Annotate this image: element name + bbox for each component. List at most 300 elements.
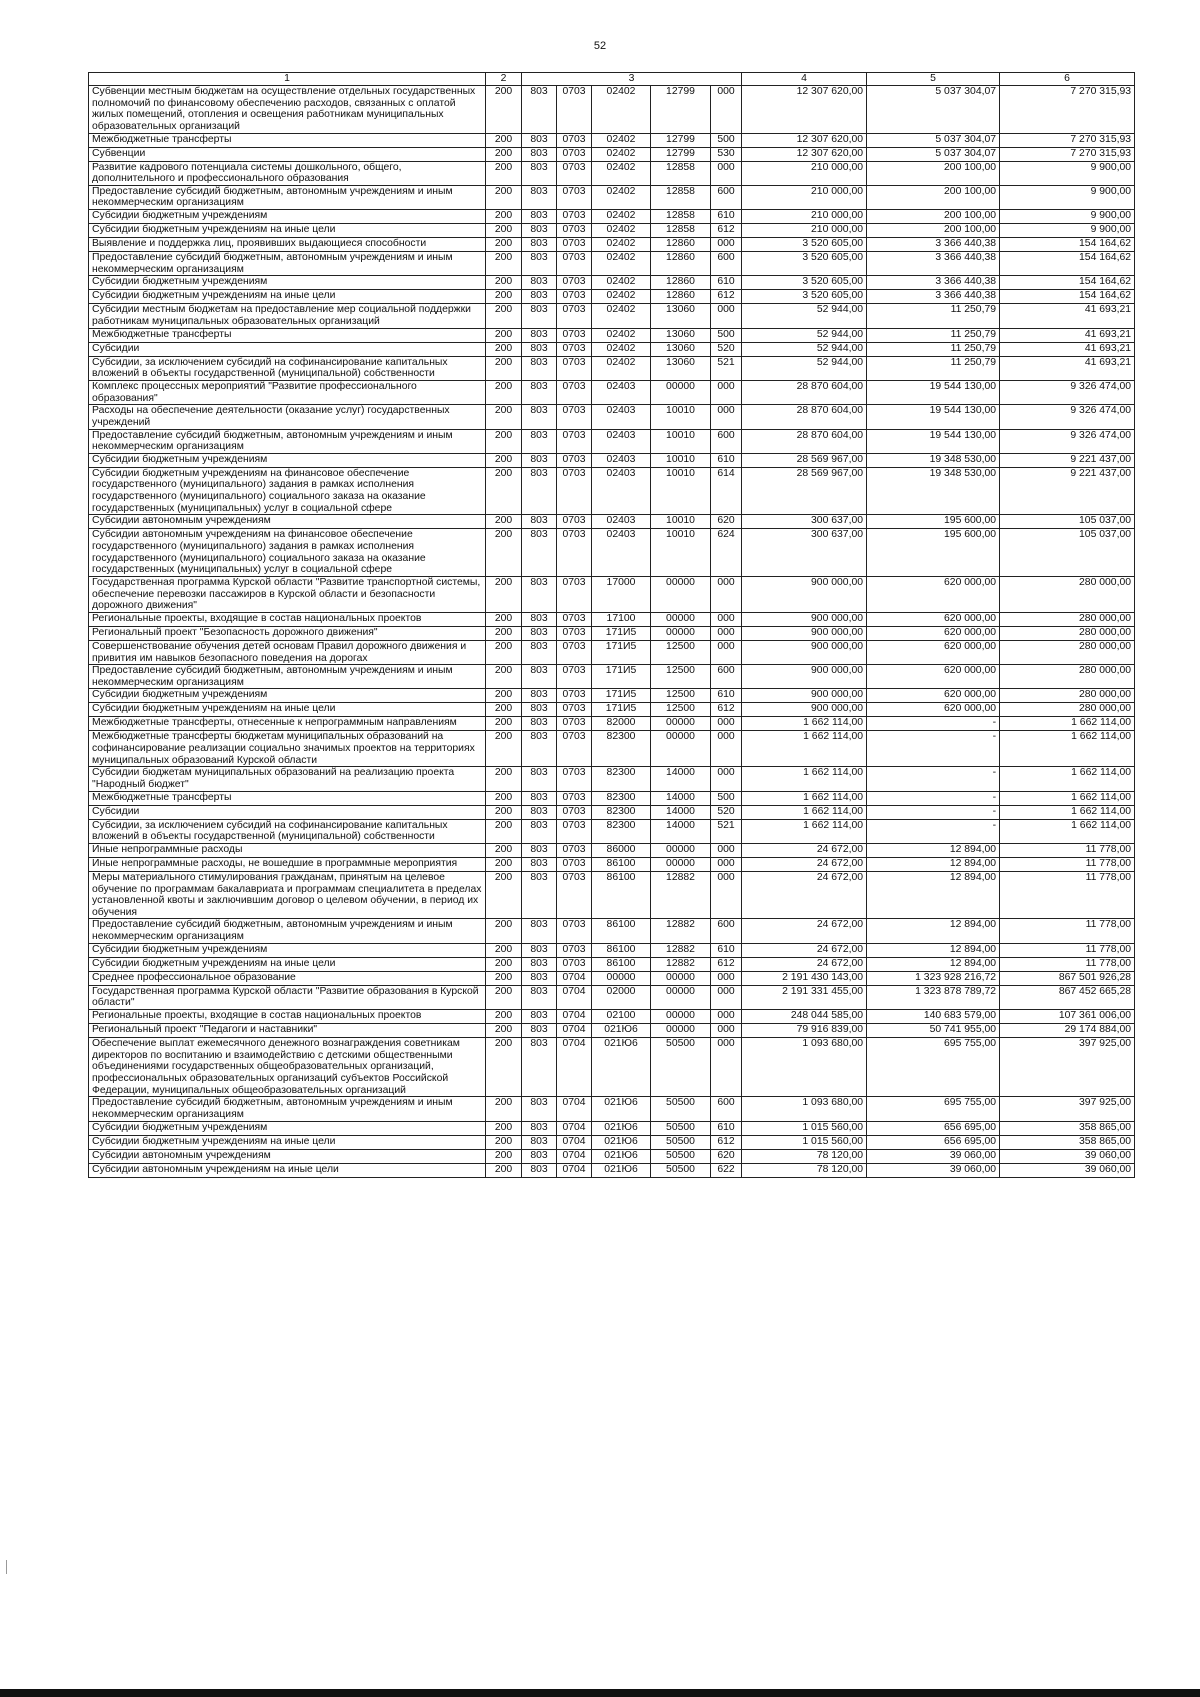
cell-program: 02403 — [592, 453, 651, 467]
cell-section: 0703 — [557, 529, 592, 577]
cell-executed: 19 348 530,00 — [867, 467, 1000, 515]
cell-ministry: 803 — [522, 405, 557, 429]
cell-code: 200 — [486, 857, 522, 871]
cell-description: Субсидии бюджетным учреждениям на иные цели — [89, 957, 486, 971]
header-col-2: 2 — [486, 73, 522, 86]
cell-program: 02402 — [592, 290, 651, 304]
cell-ministry: 803 — [522, 919, 557, 943]
cell-program: 171И5 — [592, 665, 651, 689]
table-row — [89, 342, 1135, 356]
cell-ministry: 803 — [522, 453, 557, 467]
cell-program: 02403 — [592, 405, 651, 429]
cell-executed: 19 544 130,00 — [867, 429, 1000, 453]
cell-remaining: 1 662 114,00 — [1000, 767, 1135, 791]
cell-section: 0703 — [557, 252, 592, 276]
cell-type: 610 — [711, 1121, 742, 1135]
table-row — [89, 1038, 1135, 1097]
header-col-3: 3 — [522, 73, 742, 86]
cell-description: Субсидии, за исключением субсидий на софинансирование капитальных вложений в объекты государственной (муниципальной) собственности — [89, 819, 486, 843]
cell-ministry: 803 — [522, 717, 557, 731]
table-row — [89, 731, 1135, 767]
cell-direction: 12799 — [651, 86, 711, 134]
cell-description: Субсидии бюджетным учреждениям — [89, 276, 486, 290]
cell-program: 82300 — [592, 791, 651, 805]
cell-program: 86100 — [592, 871, 651, 919]
cell-executed: 1 323 878 789,72 — [867, 985, 1000, 1009]
cell-approved: 1 662 114,00 — [742, 731, 867, 767]
cell-type: 000 — [711, 626, 742, 640]
cell-type: 500 — [711, 791, 742, 805]
cell-program: 82300 — [592, 805, 651, 819]
cell-code: 200 — [486, 133, 522, 147]
cell-type: 520 — [711, 342, 742, 356]
cell-program: 02402 — [592, 161, 651, 185]
cell-approved: 900 000,00 — [742, 626, 867, 640]
cell-direction: 12858 — [651, 185, 711, 209]
cell-program: 17000 — [592, 576, 651, 612]
cell-approved: 52 944,00 — [742, 342, 867, 356]
cell-code: 200 — [486, 819, 522, 843]
header-col-4: 4 — [742, 73, 867, 86]
cell-executed: 656 695,00 — [867, 1121, 1000, 1135]
cell-ministry: 803 — [522, 971, 557, 985]
cell-direction: 12799 — [651, 133, 711, 147]
cell-remaining: 1 662 114,00 — [1000, 731, 1135, 767]
cell-code: 200 — [486, 467, 522, 515]
cell-type: 610 — [711, 276, 742, 290]
cell-direction: 12500 — [651, 665, 711, 689]
cell-executed: 656 695,00 — [867, 1135, 1000, 1149]
cell-section: 0704 — [557, 971, 592, 985]
cell-type: 000 — [711, 857, 742, 871]
cell-remaining: 9 221 437,00 — [1000, 453, 1135, 467]
table-row — [89, 971, 1135, 985]
cell-direction: 12858 — [651, 161, 711, 185]
cell-description: Субвенции местным бюджетам на осуществление отдельных государственных полномочий по финансовому обеспечению расходов, связанных с оплатой жилых помещений, отопления и освещения работникам муниципальных образовательных организаций — [89, 86, 486, 134]
cell-program: 02402 — [592, 86, 651, 134]
cell-program: 86000 — [592, 843, 651, 857]
cell-approved: 24 672,00 — [742, 843, 867, 857]
cell-section: 0703 — [557, 640, 592, 664]
cell-direction: 00000 — [651, 1024, 711, 1038]
cell-direction: 50500 — [651, 1121, 711, 1135]
cell-direction: 13060 — [651, 328, 711, 342]
cell-code: 200 — [486, 612, 522, 626]
cell-code: 200 — [486, 252, 522, 276]
cell-executed: 12 894,00 — [867, 843, 1000, 857]
cell-approved: 1 662 114,00 — [742, 805, 867, 819]
scan-bottom-edge — [0, 1689, 1200, 1697]
cell-executed: 3 366 440,38 — [867, 290, 1000, 304]
cell-direction: 14000 — [651, 805, 711, 819]
table-row — [89, 161, 1135, 185]
cell-section: 0704 — [557, 1010, 592, 1024]
cell-program: 02403 — [592, 380, 651, 404]
cell-approved: 78 120,00 — [742, 1149, 867, 1163]
cell-ministry: 803 — [522, 640, 557, 664]
cell-approved: 52 944,00 — [742, 328, 867, 342]
cell-direction: 12860 — [651, 290, 711, 304]
cell-code: 200 — [486, 689, 522, 703]
cell-remaining: 358 865,00 — [1000, 1121, 1135, 1135]
table-row — [89, 717, 1135, 731]
cell-direction: 00000 — [651, 857, 711, 871]
cell-description: Региональные проекты, входящие в состав национальных проектов — [89, 612, 486, 626]
cell-code: 200 — [486, 843, 522, 857]
cell-type: 521 — [711, 356, 742, 380]
cell-ministry: 803 — [522, 819, 557, 843]
cell-approved: 900 000,00 — [742, 612, 867, 626]
cell-approved: 24 672,00 — [742, 943, 867, 957]
cell-ministry: 803 — [522, 689, 557, 703]
table-row — [89, 1010, 1135, 1024]
cell-description: Совершенствование обучения детей основам Правил дорожного движения и привития им навыков безопасного поведения на дорогах — [89, 640, 486, 664]
cell-program: 86100 — [592, 957, 651, 971]
cell-executed: 19 544 130,00 — [867, 380, 1000, 404]
cell-ministry: 803 — [522, 161, 557, 185]
table-row — [89, 857, 1135, 871]
cell-code: 200 — [486, 1163, 522, 1177]
table-row — [89, 819, 1135, 843]
cell-code: 200 — [486, 238, 522, 252]
cell-section: 0703 — [557, 767, 592, 791]
cell-approved: 1 093 680,00 — [742, 1097, 867, 1121]
cell-type: 612 — [711, 224, 742, 238]
cell-code: 200 — [486, 640, 522, 664]
cell-ministry: 803 — [522, 429, 557, 453]
table-row — [89, 380, 1135, 404]
cell-code: 200 — [486, 805, 522, 819]
cell-type: 000 — [711, 1024, 742, 1038]
cell-approved: 1 093 680,00 — [742, 1038, 867, 1097]
cell-section: 0703 — [557, 717, 592, 731]
cell-program: 021Ю6 — [592, 1121, 651, 1135]
cell-approved: 1 662 114,00 — [742, 767, 867, 791]
cell-remaining: 107 361 006,00 — [1000, 1010, 1135, 1024]
cell-direction: 50500 — [651, 1135, 711, 1149]
cell-executed: - — [867, 717, 1000, 731]
cell-remaining: 7 270 315,93 — [1000, 147, 1135, 161]
cell-direction: 00000 — [651, 380, 711, 404]
cell-description: Иные непрограммные расходы, не вошедшие в программные мероприятия — [89, 857, 486, 871]
cell-section: 0703 — [557, 185, 592, 209]
cell-description: Развитие кадрового потенциала системы дошкольного, общего, дополнительного и профессионального образования — [89, 161, 486, 185]
cell-description: Субсидии бюджетным учреждениям — [89, 943, 486, 957]
cell-program: 171И5 — [592, 626, 651, 640]
cell-approved: 1 015 560,00 — [742, 1121, 867, 1135]
cell-remaining: 11 778,00 — [1000, 919, 1135, 943]
cell-type: 000 — [711, 576, 742, 612]
cell-remaining: 39 060,00 — [1000, 1149, 1135, 1163]
cell-direction: 10010 — [651, 529, 711, 577]
cell-section: 0703 — [557, 224, 592, 238]
cell-direction: 12882 — [651, 943, 711, 957]
cell-code: 200 — [486, 429, 522, 453]
cell-remaining: 11 778,00 — [1000, 843, 1135, 857]
cell-executed: - — [867, 767, 1000, 791]
cell-program: 02100 — [592, 1010, 651, 1024]
cell-executed: 620 000,00 — [867, 576, 1000, 612]
cell-remaining: 7 270 315,93 — [1000, 133, 1135, 147]
cell-program: 02402 — [592, 238, 651, 252]
cell-description: Комплекс процессных мероприятий "Развитие профессионального образования" — [89, 380, 486, 404]
cell-direction: 12858 — [651, 224, 711, 238]
cell-approved: 28 870 604,00 — [742, 380, 867, 404]
cell-section: 0703 — [557, 731, 592, 767]
cell-remaining: 154 164,62 — [1000, 252, 1135, 276]
cell-type: 612 — [711, 957, 742, 971]
cell-executed: 200 100,00 — [867, 210, 1000, 224]
table-row — [89, 453, 1135, 467]
cell-ministry: 803 — [522, 290, 557, 304]
cell-approved: 300 637,00 — [742, 515, 867, 529]
cell-direction: 00000 — [651, 985, 711, 1009]
cell-description: Иные непрограммные расходы — [89, 843, 486, 857]
cell-approved: 2 191 430 143,00 — [742, 971, 867, 985]
cell-code: 200 — [486, 957, 522, 971]
cell-description: Субсидии бюджетным учреждениям — [89, 453, 486, 467]
cell-ministry: 803 — [522, 252, 557, 276]
table-row — [89, 1024, 1135, 1038]
cell-direction: 10010 — [651, 405, 711, 429]
cell-remaining: 154 164,62 — [1000, 290, 1135, 304]
cell-ministry: 803 — [522, 515, 557, 529]
cell-type: 000 — [711, 238, 742, 252]
table-row — [89, 626, 1135, 640]
cell-program: 02402 — [592, 276, 651, 290]
cell-section: 0703 — [557, 515, 592, 529]
cell-type: 000 — [711, 380, 742, 404]
table-row — [89, 515, 1135, 529]
cell-code: 200 — [486, 943, 522, 957]
cell-program: 00000 — [592, 971, 651, 985]
cell-remaining: 29 174 884,00 — [1000, 1024, 1135, 1038]
cell-program: 02402 — [592, 133, 651, 147]
table-row — [89, 133, 1135, 147]
table-row — [89, 805, 1135, 819]
cell-program: 02402 — [592, 147, 651, 161]
cell-remaining: 280 000,00 — [1000, 640, 1135, 664]
cell-direction: 12882 — [651, 919, 711, 943]
cell-executed: 200 100,00 — [867, 224, 1000, 238]
cell-type: 000 — [711, 304, 742, 328]
cell-approved: 28 870 604,00 — [742, 429, 867, 453]
table-body — [89, 86, 1135, 1178]
cell-type: 000 — [711, 717, 742, 731]
cell-section: 0703 — [557, 467, 592, 515]
cell-approved: 210 000,00 — [742, 210, 867, 224]
cell-section: 0703 — [557, 843, 592, 857]
cell-approved: 28 569 967,00 — [742, 467, 867, 515]
cell-direction: 12858 — [651, 210, 711, 224]
table-row — [89, 1135, 1135, 1149]
budget-table — [88, 72, 1135, 1178]
cell-ministry: 803 — [522, 943, 557, 957]
cell-executed: 1 323 928 216,72 — [867, 971, 1000, 985]
cell-section: 0704 — [557, 985, 592, 1009]
cell-approved: 3 520 605,00 — [742, 252, 867, 276]
cell-description: Субсидии — [89, 805, 486, 819]
cell-description: Предоставление субсидий бюджетным, автономным учреждениям и иным некоммерческим организациям — [89, 919, 486, 943]
cell-description: Субсидии бюджетным учреждениям — [89, 689, 486, 703]
cell-section: 0703 — [557, 612, 592, 626]
cell-remaining: 280 000,00 — [1000, 703, 1135, 717]
cell-program: 02000 — [592, 985, 651, 1009]
cell-direction: 12799 — [651, 147, 711, 161]
cell-description: Субсидии бюджетным учреждениям на финансовое обеспечение государственного (муниципального) задания в рамках исполнения государственного (муниципального) социального заказа на оказание государственных (муниципальных) услуг в социальной сфере — [89, 467, 486, 515]
cell-approved: 12 307 620,00 — [742, 86, 867, 134]
cell-remaining: 358 865,00 — [1000, 1135, 1135, 1149]
cell-type: 614 — [711, 467, 742, 515]
cell-approved: 900 000,00 — [742, 689, 867, 703]
cell-code: 200 — [486, 1024, 522, 1038]
cell-section: 0704 — [557, 1097, 592, 1121]
cell-program: 02402 — [592, 304, 651, 328]
cell-executed: 195 600,00 — [867, 529, 1000, 577]
cell-code: 200 — [486, 304, 522, 328]
cell-section: 0703 — [557, 871, 592, 919]
table-row — [89, 1121, 1135, 1135]
cell-executed: - — [867, 805, 1000, 819]
cell-direction: 10010 — [651, 429, 711, 453]
cell-description: Субсидии автономным учреждениям — [89, 1149, 486, 1163]
cell-code: 200 — [486, 356, 522, 380]
cell-program: 82300 — [592, 767, 651, 791]
cell-executed: 12 894,00 — [867, 957, 1000, 971]
cell-code: 200 — [486, 1010, 522, 1024]
cell-direction: 10010 — [651, 453, 711, 467]
cell-remaining: 41 693,21 — [1000, 328, 1135, 342]
cell-remaining: 11 778,00 — [1000, 957, 1135, 971]
cell-program: 02402 — [592, 252, 651, 276]
table-row — [89, 612, 1135, 626]
cell-direction: 12860 — [651, 238, 711, 252]
cell-ministry: 803 — [522, 529, 557, 577]
cell-ministry: 803 — [522, 1024, 557, 1038]
cell-ministry: 803 — [522, 328, 557, 342]
cell-description: Предоставление субсидий бюджетным, автономным учреждениям и иным некоммерческим организациям — [89, 185, 486, 209]
cell-direction: 00000 — [651, 626, 711, 640]
cell-approved: 900 000,00 — [742, 576, 867, 612]
cell-section: 0704 — [557, 1149, 592, 1163]
table-row — [89, 703, 1135, 717]
cell-approved: 24 672,00 — [742, 857, 867, 871]
cell-remaining: 41 693,21 — [1000, 356, 1135, 380]
cell-program: 02403 — [592, 467, 651, 515]
cell-executed: 620 000,00 — [867, 626, 1000, 640]
cell-description: Предоставление субсидий бюджетным, автономным учреждениям и иным некоммерческим организациям — [89, 252, 486, 276]
cell-approved: 300 637,00 — [742, 529, 867, 577]
cell-code: 200 — [486, 703, 522, 717]
table-row — [89, 1097, 1135, 1121]
cell-approved: 210 000,00 — [742, 224, 867, 238]
header-col-5: 5 — [867, 73, 1000, 86]
cell-code: 200 — [486, 971, 522, 985]
cell-description: Межбюджетные трансферты — [89, 791, 486, 805]
table-row — [89, 919, 1135, 943]
cell-description: Субсидии бюджетным учреждениям на иные цели — [89, 703, 486, 717]
cell-approved: 1 662 114,00 — [742, 791, 867, 805]
cell-type: 600 — [711, 1097, 742, 1121]
cell-code: 200 — [486, 86, 522, 134]
cell-code: 200 — [486, 791, 522, 805]
cell-executed: 12 894,00 — [867, 857, 1000, 871]
cell-description: Государственная программа Курской области "Развитие образования в Курской области" — [89, 985, 486, 1009]
table-row — [89, 689, 1135, 703]
cell-type: 610 — [711, 689, 742, 703]
cell-executed: 620 000,00 — [867, 689, 1000, 703]
cell-approved: 24 672,00 — [742, 919, 867, 943]
cell-section: 0703 — [557, 147, 592, 161]
cell-program: 02402 — [592, 210, 651, 224]
cell-executed: 195 600,00 — [867, 515, 1000, 529]
cell-program: 021Ю6 — [592, 1135, 651, 1149]
cell-remaining: 41 693,21 — [1000, 304, 1135, 328]
cell-remaining: 11 778,00 — [1000, 943, 1135, 957]
cell-executed: 620 000,00 — [867, 612, 1000, 626]
table-row — [89, 943, 1135, 957]
table-row — [89, 429, 1135, 453]
cell-remaining: 280 000,00 — [1000, 626, 1135, 640]
cell-program: 86100 — [592, 919, 651, 943]
cell-code: 200 — [486, 1135, 522, 1149]
cell-ministry: 803 — [522, 731, 557, 767]
cell-program: 02402 — [592, 224, 651, 238]
cell-program: 171И5 — [592, 703, 651, 717]
cell-description: Субсидии — [89, 342, 486, 356]
cell-executed: 620 000,00 — [867, 640, 1000, 664]
cell-code: 200 — [486, 210, 522, 224]
cell-approved: 900 000,00 — [742, 703, 867, 717]
cell-description: Субсидии автономным учреждениям на иные цели — [89, 1163, 486, 1177]
cell-section: 0703 — [557, 857, 592, 871]
table-row — [89, 86, 1135, 134]
cell-direction: 50500 — [651, 1163, 711, 1177]
table-row — [89, 767, 1135, 791]
cell-type: 600 — [711, 665, 742, 689]
cell-type: 600 — [711, 919, 742, 943]
cell-direction: 12860 — [651, 252, 711, 276]
cell-ministry: 803 — [522, 276, 557, 290]
cell-description: Предоставление субсидий бюджетным, автономным учреждениям и иным некоммерческим организациям — [89, 665, 486, 689]
cell-executed: - — [867, 731, 1000, 767]
cell-approved: 1 015 560,00 — [742, 1135, 867, 1149]
table-row — [89, 1149, 1135, 1163]
cell-code: 200 — [486, 871, 522, 919]
cell-program: 82300 — [592, 731, 651, 767]
cell-executed: 11 250,79 — [867, 328, 1000, 342]
cell-type: 600 — [711, 252, 742, 276]
cell-description: Межбюджетные трансферты бюджетам муниципальных образований на софинансирование реализации социально значимых проектов на территориях муниципальных образований Курской области — [89, 731, 486, 767]
table-row — [89, 304, 1135, 328]
cell-remaining: 1 662 114,00 — [1000, 805, 1135, 819]
cell-code: 200 — [486, 1149, 522, 1163]
cell-section: 0703 — [557, 957, 592, 971]
cell-remaining: 867 452 665,28 — [1000, 985, 1135, 1009]
cell-executed: 39 060,00 — [867, 1149, 1000, 1163]
cell-executed: 11 250,79 — [867, 356, 1000, 380]
cell-program: 82000 — [592, 717, 651, 731]
cell-description: Региональный проект "Безопасность дорожного движения" — [89, 626, 486, 640]
cell-code: 200 — [486, 1097, 522, 1121]
cell-code: 200 — [486, 453, 522, 467]
cell-executed: 11 250,79 — [867, 304, 1000, 328]
cell-approved: 1 662 114,00 — [742, 819, 867, 843]
cell-ministry: 803 — [522, 1135, 557, 1149]
cell-section: 0703 — [557, 290, 592, 304]
cell-approved: 28 569 967,00 — [742, 453, 867, 467]
cell-program: 02402 — [592, 342, 651, 356]
